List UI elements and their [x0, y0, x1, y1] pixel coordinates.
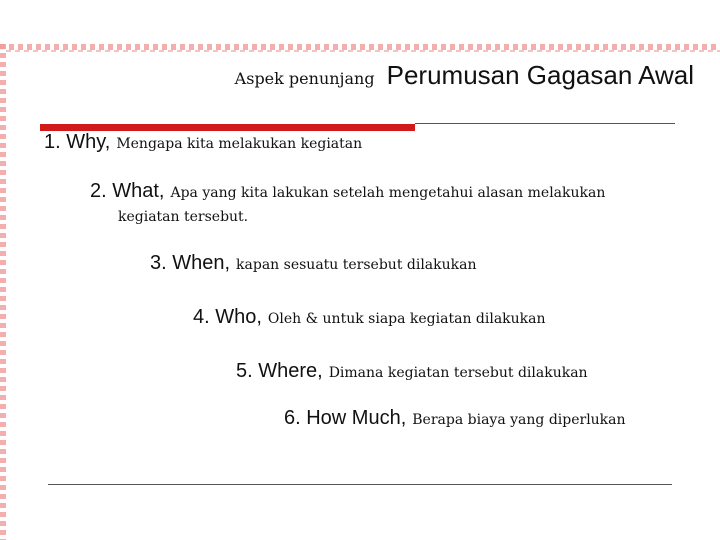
decorative-left-border	[0, 44, 6, 540]
list-item-who	[193, 306, 546, 329]
bottom-divider	[48, 484, 672, 485]
list-item-what	[90, 180, 605, 225]
list-item-how-much	[284, 407, 626, 430]
item-heading: 6. How Much,	[284, 407, 407, 429]
item-description: Dimana kegiatan tersebut dilakukan	[328, 365, 588, 381]
title-underline-accent	[40, 124, 415, 131]
title-underline	[415, 123, 675, 124]
item-heading: 1. Why,	[44, 131, 111, 153]
item-description: Berapa biaya yang diperlukan	[412, 412, 626, 428]
list-item-why	[44, 131, 362, 154]
slide-subtitle: Aspek penunjang	[234, 69, 375, 88]
list-item-where	[236, 360, 588, 383]
item-description-continued: kegiatan tersebut.	[118, 209, 249, 225]
item-description: kapan sesuatu tersebut dilakukan	[236, 257, 477, 273]
list-item-when	[150, 252, 477, 275]
slide-title	[0, 60, 694, 91]
item-heading: 4. Who,	[193, 306, 262, 328]
slide-main-title: Perumusan Gagasan Awal	[386, 60, 694, 90]
item-description: Mengapa kita melakukan kegiatan	[116, 136, 363, 152]
item-heading: 2. What,	[90, 180, 165, 202]
decorative-inner-border	[6, 50, 720, 52]
item-heading: 3. When,	[150, 252, 231, 274]
item-heading: 5. Where,	[236, 360, 323, 382]
item-description: Oleh & untuk siapa kegiatan dilakukan	[267, 311, 546, 327]
item-description: Apa yang kita lakukan setelah mengetahui alasan melakukan	[170, 185, 606, 201]
